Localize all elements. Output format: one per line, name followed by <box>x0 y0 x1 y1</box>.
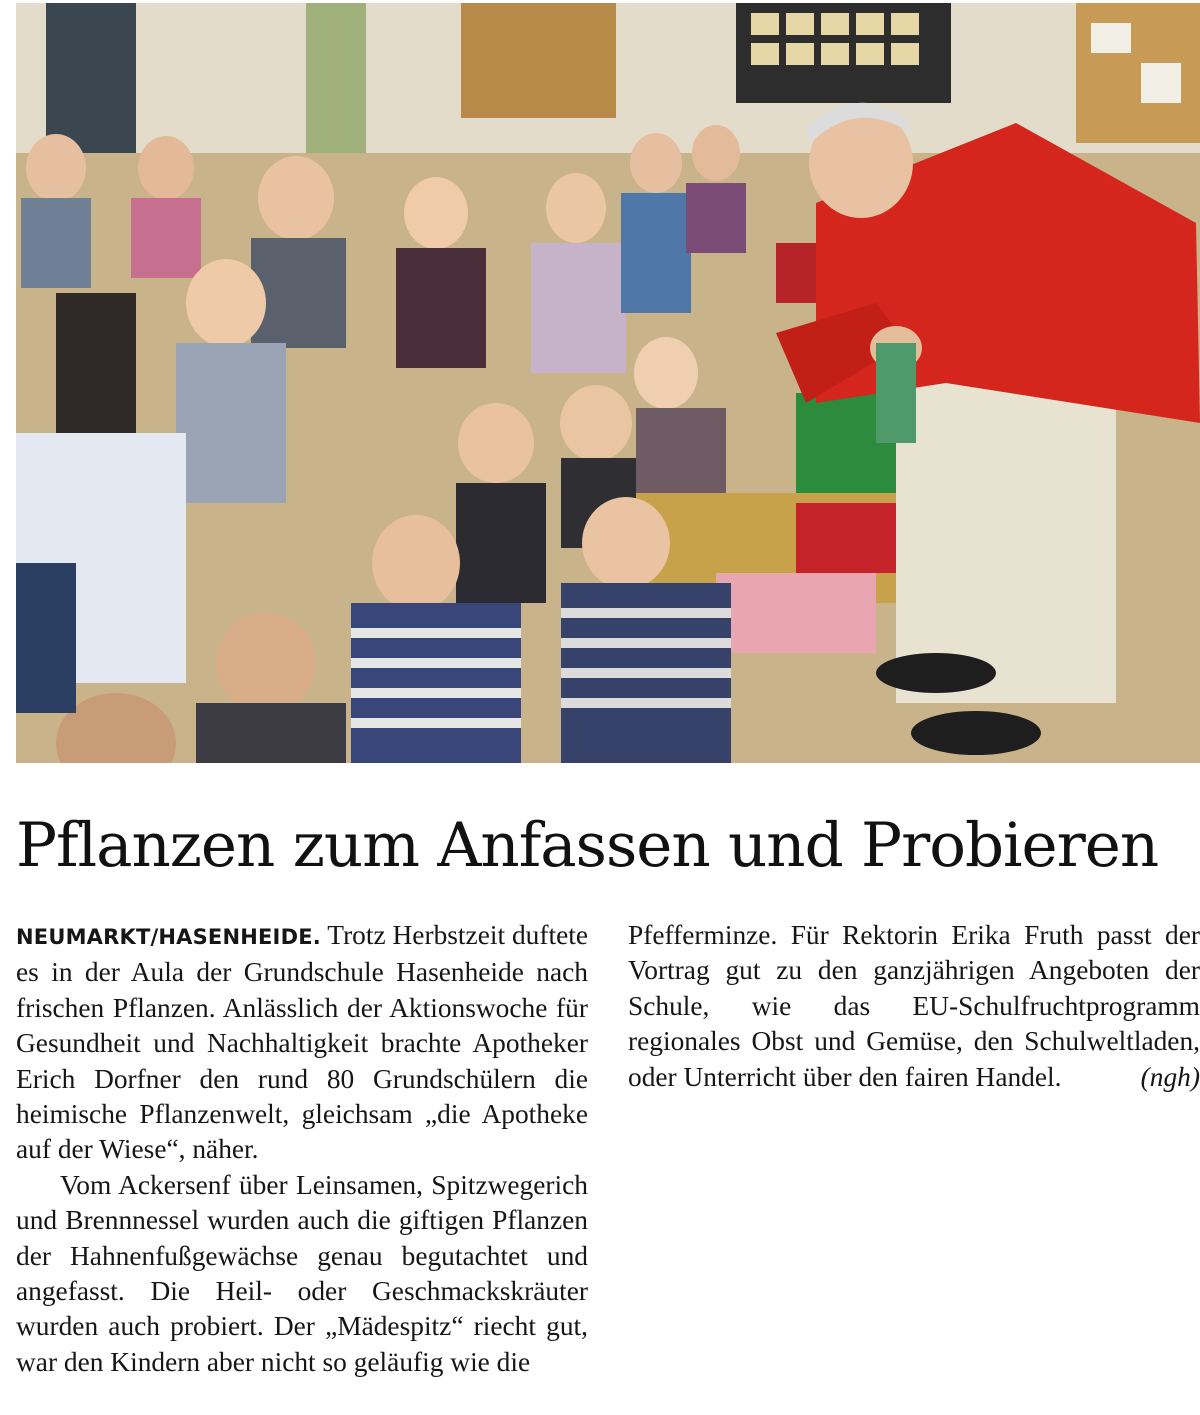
colorful-column <box>306 3 366 153</box>
article-headline: Pflanzen zum Anfassen und Probieren <box>16 810 1159 881</box>
paragraph-2-text: Vom Ackersenf über Leinsamen, Spitzwegerich und Brennnessel wurden auch die giftigen Pflanzen der Hahnenfußgewächse genau begutachtet und angefasst. Die Heil- oder Geschmackskräuter wurden auch probiert. Der „Mädespitz“ riecht gut, war den Kindern aber nicht so geläufig wie die <box>16 1169 588 1377</box>
school-hall-illustration <box>16 3 1200 763</box>
paragraph-1-text: Trotz Herbstzeit duftete es in der Aula der Grundschule Hasenheide nach frischen Pflanzen. Anlässlich der Aktionswoche für Gesundheit und Nachhaltigkeit brachte Apotheker Erich Dorfner den rund 80 Grundschülern die heimische Pflanzenwelt, gleichsam „die Apotheke auf der Wiese“, näher. <box>16 920 588 1165</box>
article-paragraph-2-continued <box>628 918 1200 1095</box>
article-column-right <box>628 918 1200 1095</box>
article-column-left <box>16 918 588 1380</box>
paragraph-2-text-continued: Pfefferminze. Für Rektorin Erika Fruth passt der Vortrag gut zu den ganzjährigen Angeboten der Schule, wie das EU-Schulfruchtprogramm regionales Obst und Gemüse, den Schulweltladen, oder Unterricht über den fairen Handel. <box>628 920 1200 1092</box>
article-paragraph-2 <box>16 1168 588 1380</box>
dateline: NEUMARKT/HASENHEIDE. <box>16 925 321 949</box>
article-paragraph-1 <box>16 918 588 1168</box>
pinboard-left <box>461 3 616 118</box>
byline: (ngh) <box>1140 1061 1200 1092</box>
window <box>46 3 136 153</box>
article-photo <box>16 3 1200 763</box>
